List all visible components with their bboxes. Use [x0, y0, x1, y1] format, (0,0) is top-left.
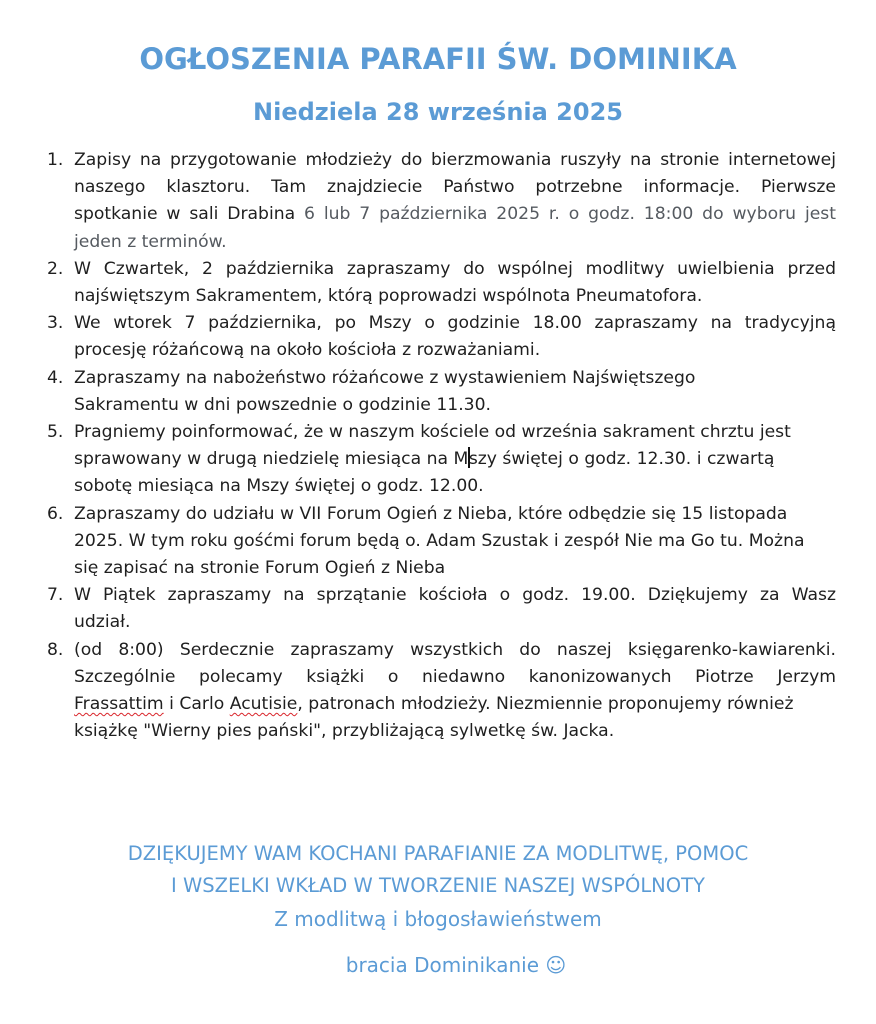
item-number: 1.: [47, 150, 64, 170]
item-number: 4.: [47, 367, 64, 388]
item-line: udział.: [74, 612, 131, 633]
announcement-item-3: [46, 310, 836, 364]
item-line: sobotę miesiąca na Mszy świętej o godz. 12.00.: [74, 476, 484, 497]
item-text-date-detail: 6 lub 7 października 2025 r. o godz. 18:00 do wyboru jest: [304, 204, 836, 225]
announcement-item-7: [46, 582, 836, 636]
item-line: (od 8:00) Serdecznie zapraszamy wszystkich do naszej księgarenko-kawiarenki.: [74, 639, 836, 660]
item-line: Zapisy na przygotowanie młodzieży do bierzmowania ruszyły na stronie internetowej: [74, 150, 836, 170]
closing-thanks-line-2: I WSZELKI WKŁAD W TWORZENIE NASZEJ WSPÓLNOTY: [171, 874, 705, 897]
item-line: W Czwartek, 2 października zapraszamy do wspólnej modlitwy uwielbienia przed: [74, 258, 836, 279]
announcement-item-8: [46, 637, 836, 746]
item-number: 3.: [47, 313, 64, 334]
item-text: szy świętej o godz. 12.30. i czwartą: [468, 449, 775, 470]
page-title: OGŁOSZENIA PARAFII ŚW. DOMINIKA: [139, 42, 737, 76]
item-line: We wtorek 7 października, po Mszy o godzinie 18.00 zapraszamy na tradycyjną: [74, 313, 836, 334]
item-line: książkę "Wierny pies pański", przybliżającą sylwetkę św. Jacka.: [74, 721, 615, 742]
announcement-item-1: [46, 147, 836, 256]
item-line-spellcheck: [74, 691, 836, 718]
item-number: 2.: [47, 258, 64, 279]
item-line: najświętszym Sakramentem, którą poprowadzi wspólnota Pneumatofora.: [74, 286, 703, 307]
closing-thanks-line-1: DZIĘKUJEMY WAM KOCHANI PARAFIANIE ZA MODLITWĘ, POMOC: [127, 842, 749, 865]
item-line: naszego klasztoru. Tam znajdziecie Państwo potrzebne informacje. Pierwsze: [74, 177, 836, 198]
closing-blessing: Z modlitwą i błogosławieństwem: [274, 907, 602, 931]
item-number: 7.: [47, 585, 64, 606]
item-text: spotkanie w sali Drabina: [74, 204, 296, 225]
item-line: 2025. W tym roku gośćmi forum będą o. Adam Szustak i zespół Nie ma Go tu. Można: [74, 530, 805, 551]
item-line: jeden z terminów.: [74, 231, 227, 252]
item-number: 6.: [47, 503, 64, 524]
item-line: Pragniemy poinformować, że w naszym kościele od września sakrament chrztu jest: [74, 422, 791, 443]
date-subtitle: Niedziela 28 września 2025: [253, 98, 623, 126]
item-number: 8.: [47, 639, 64, 660]
item-text: sprawowany w drugą niedzielę miesiąca na M: [74, 449, 469, 470]
closing-signature: [18, 953, 876, 977]
signature-text: bracia Dominikanie: [345, 953, 540, 977]
item-number: 5.: [47, 422, 64, 443]
announcement-item-5: [46, 419, 836, 501]
announcement-item-2: [46, 256, 836, 310]
smiley-icon: ☺: [545, 953, 567, 977]
item-line: Szczególnie polecamy książki o niedawno kanonizowanych Piotrze Jerzym: [74, 666, 836, 687]
item-text: i Carlo: [163, 694, 230, 715]
item-line: W Piątek zapraszamy na sprzątanie kościoła o godz. 19.00. Dziękujemy za Wasz: [74, 585, 836, 606]
item-line: Zapraszamy do udziału w VII Forum Ogień z Nieba, które odbędzie się 15 listopada: [74, 503, 788, 524]
item-line: się zapisać na stronie Forum Ogień z Nieba: [74, 558, 446, 579]
spellcheck-word[interactable]: Frassattim: [74, 694, 164, 715]
announcements-list: [46, 147, 836, 745]
item-line: Zapraszamy na nabożeństwo różańcowe z wystawieniem Najświętszego: [74, 367, 696, 388]
item-line-mixed: [74, 201, 836, 228]
announcement-item-4: [46, 365, 836, 419]
item-line: Sakramentu w dni powszednie o godzinie 11.30.: [74, 394, 491, 415]
spellcheck-word[interactable]: Acutisie: [229, 694, 298, 715]
item-text: , patronach młodzieży. Niezmiennie proponujemy również: [297, 694, 794, 715]
item-line-with-cursor: [74, 446, 836, 473]
announcement-item-6: [46, 501, 836, 583]
item-line: procesję różańcową na około kościoła z rozważaniami.: [74, 340, 541, 361]
